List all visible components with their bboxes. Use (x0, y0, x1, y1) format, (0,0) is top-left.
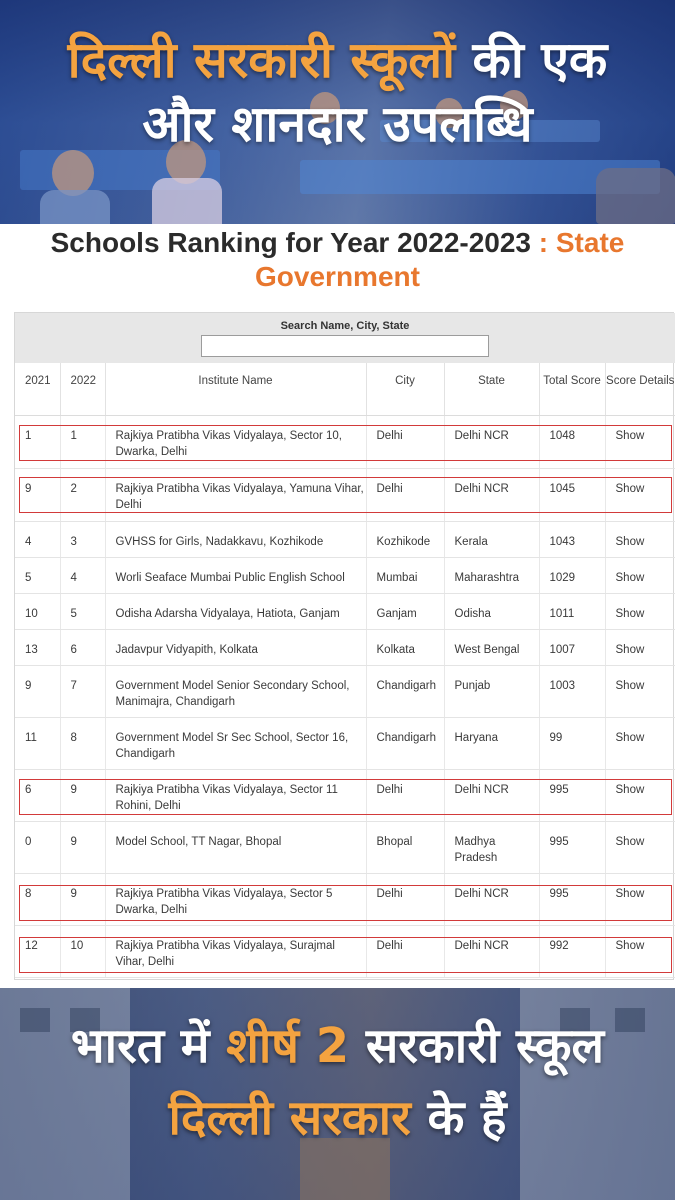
bottom-banner-line2-post: के हैं (410, 1090, 507, 1146)
table-row (15, 821, 675, 873)
show-details-link[interactable]: Show (605, 593, 675, 629)
cell-city: Bhopal (366, 821, 444, 873)
cell-state: Punjab (444, 665, 539, 717)
cell-rank-2021: 5 (15, 557, 60, 593)
cell-state: Delhi NCR (444, 468, 539, 521)
show-details-link[interactable]: Show (605, 925, 675, 977)
column-header-total-score[interactable]: Total Score (539, 363, 605, 415)
column-header-2022[interactable]: 2022 (60, 363, 105, 415)
cell-city: Chandigarh (366, 665, 444, 717)
bottom-banner (0, 988, 675, 1200)
table-row (15, 468, 675, 521)
cell-rank-2022: 7 (60, 665, 105, 717)
cell-rank-2021: 0 (15, 821, 60, 873)
cell-state: Delhi NCR (444, 769, 539, 821)
cell-rank-2022: 2 (60, 468, 105, 521)
cell-rank-2021: 11 (15, 717, 60, 769)
show-details-link[interactable]: Show (605, 769, 675, 821)
child-figure-shape (596, 168, 675, 224)
cell-rank-2021: 8 (15, 873, 60, 925)
page-heading-accent: : State Government (255, 227, 625, 292)
cell-institute: Rajkiya Pratibha Vikas Vidyalaya, Sector 10, Dwarka, Delhi (105, 415, 366, 468)
column-header-2021[interactable]: 2021 (15, 363, 60, 415)
cell-rank-2021: 6 (15, 769, 60, 821)
table-row (15, 593, 675, 629)
show-details-link[interactable]: Show (605, 415, 675, 468)
cell-institute: Government Model Sr Sec School, Sector 16, Chandigarh (105, 717, 366, 769)
column-header-score-details[interactable]: Score Details (605, 363, 675, 415)
cell-state: Haryana (444, 717, 539, 769)
cell-city: Mumbai (366, 557, 444, 593)
cell-institute: GVHSS for Girls, Nadakkavu, Kozhikode (105, 521, 366, 557)
table-row (15, 557, 675, 593)
cell-institute: Odisha Adarsha Vidyalaya, Hatiota, Ganjam (105, 593, 366, 629)
cell-score: 1043 (539, 521, 605, 557)
top-banner-title-highlight: दिल्ली सरकारी स्कूलों (67, 31, 456, 89)
show-details-link[interactable]: Show (605, 629, 675, 665)
search-input[interactable] (201, 335, 489, 357)
page-heading (0, 226, 675, 294)
cell-state: Madhya Pradesh (444, 821, 539, 873)
show-details-link[interactable]: Show (605, 717, 675, 769)
cell-state: West Bengal (444, 629, 539, 665)
cell-rank-2021: 4 (15, 521, 60, 557)
cell-score: 1048 (539, 415, 605, 468)
table-row (15, 629, 675, 665)
ranking-table-card (14, 312, 674, 980)
bottom-banner-title (0, 1010, 675, 1154)
top-banner-title-rest: की एक (455, 31, 608, 89)
cell-score: 99 (539, 717, 605, 769)
cell-rank-2021: 9 (15, 665, 60, 717)
cell-city: Delhi (366, 415, 444, 468)
cell-city: Delhi (366, 925, 444, 977)
bottom-banner-line1-pre: भारत में (70, 1018, 227, 1074)
show-details-link[interactable]: Show (605, 557, 675, 593)
show-details-link[interactable]: Show (605, 821, 675, 873)
cell-rank-2022: 3 (60, 521, 105, 557)
cell-rank-2022: 9 (60, 769, 105, 821)
cell-score: 1011 (539, 593, 605, 629)
cell-rank-2022: 9 (60, 873, 105, 925)
cell-city: Delhi (366, 468, 444, 521)
cell-institute: Rajkiya Pratibha Vikas Vidyalaya, Sector 5 Dwarka, Delhi (105, 873, 366, 925)
cell-state: Odisha (444, 593, 539, 629)
column-header-city[interactable]: City (366, 363, 444, 415)
cell-rank-2022: 10 (60, 925, 105, 977)
cell-rank-2021: 10 (15, 593, 60, 629)
cell-rank-2022: 8 (60, 717, 105, 769)
search-bar (15, 313, 675, 363)
table-row (15, 925, 675, 977)
cell-score: 992 (539, 925, 605, 977)
cell-score: 1003 (539, 665, 605, 717)
table-row (15, 717, 675, 769)
cell-city: Ganjam (366, 593, 444, 629)
ranking-table (15, 363, 675, 978)
cell-rank-2021: 12 (15, 925, 60, 977)
cell-institute: Rajkiya Pratibha Vikas Vidyalaya, Sector 11 Rohini, Delhi (105, 769, 366, 821)
page-heading-main: Schools Ranking for Year 2022-2023 (50, 227, 531, 258)
cell-institute: Government Model Senior Secondary School, Manimajra, Chandigarh (105, 665, 366, 717)
cell-city: Kozhikode (366, 521, 444, 557)
cell-institute: Worli Seaface Mumbai Public English School (105, 557, 366, 593)
cell-rank-2022: 6 (60, 629, 105, 665)
cell-state: Delhi NCR (444, 925, 539, 977)
show-details-link[interactable]: Show (605, 665, 675, 717)
cell-institute: Rajkiya Pratibha Vikas Vidyalaya, Surajmal Vihar, Delhi (105, 925, 366, 977)
table-row (15, 873, 675, 925)
bottom-banner-line2-highlight: दिल्ली सरकार (168, 1090, 411, 1146)
show-details-link[interactable]: Show (605, 468, 675, 521)
show-details-link[interactable]: Show (605, 521, 675, 557)
cell-institute: Rajkiya Pratibha Vikas Vidyalaya, Yamuna Vihar, Delhi (105, 468, 366, 521)
column-header-institute[interactable]: Institute Name (105, 363, 366, 415)
search-label: Search Name, City, State (280, 320, 410, 332)
table-row (15, 415, 675, 468)
cell-score: 1007 (539, 629, 605, 665)
table-header-row (15, 363, 675, 415)
top-banner-title (0, 28, 675, 156)
cell-score: 1045 (539, 468, 605, 521)
cell-institute: Model School, TT Nagar, Bhopal (105, 821, 366, 873)
cell-rank-2021: 9 (15, 468, 60, 521)
cell-rank-2021: 1 (15, 415, 60, 468)
cell-state: Kerala (444, 521, 539, 557)
cell-score: 995 (539, 873, 605, 925)
cell-city: Kolkata (366, 629, 444, 665)
cell-score: 995 (539, 821, 605, 873)
table-row (15, 665, 675, 717)
cell-rank-2022: 1 (60, 415, 105, 468)
table-row (15, 521, 675, 557)
child-figure-shape (40, 190, 110, 224)
cell-institute: Jadavpur Vidyapith, Kolkata (105, 629, 366, 665)
cell-city: Chandigarh (366, 717, 444, 769)
child-figure-shape (152, 178, 222, 224)
cell-rank-2022: 4 (60, 557, 105, 593)
bottom-banner-line1-highlight: शीर्ष 2 (226, 1018, 350, 1074)
cell-state: Delhi NCR (444, 415, 539, 468)
cell-rank-2021: 13 (15, 629, 60, 665)
top-banner (0, 0, 675, 224)
cell-score: 1029 (539, 557, 605, 593)
cell-state: Delhi NCR (444, 873, 539, 925)
table-row (15, 769, 675, 821)
column-header-state[interactable]: State (444, 363, 539, 415)
cell-rank-2022: 9 (60, 821, 105, 873)
top-banner-title-line2: और शानदार उपलब्धि (142, 95, 533, 153)
cell-state: Maharashtra (444, 557, 539, 593)
cell-city: Delhi (366, 769, 444, 821)
cell-score: 995 (539, 769, 605, 821)
cell-city: Delhi (366, 873, 444, 925)
cell-rank-2022: 5 (60, 593, 105, 629)
show-details-link[interactable]: Show (605, 873, 675, 925)
bottom-banner-line1-post: सरकारी स्कूल (349, 1018, 605, 1074)
